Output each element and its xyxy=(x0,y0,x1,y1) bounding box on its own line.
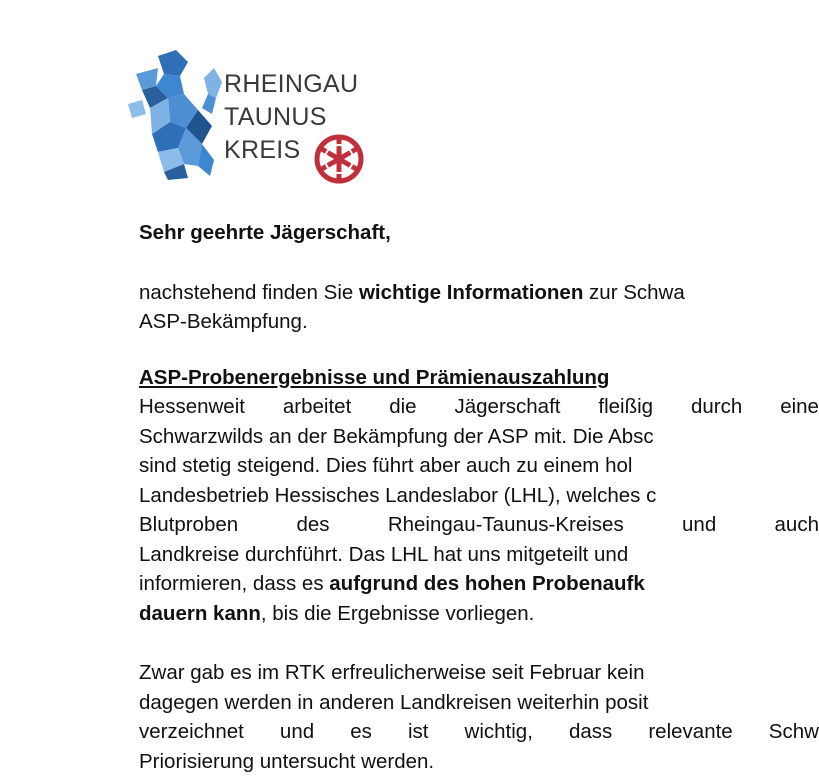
para1-emphasis: aufgrund des hohen Probenaufk xyxy=(329,572,645,595)
intro-emphasis: wichtige Informationen xyxy=(359,281,583,304)
word: auch xyxy=(775,510,819,540)
para1-line-1 xyxy=(139,392,819,422)
word: dass xyxy=(569,717,612,747)
word: Rheingau-Taunus-Kreises xyxy=(388,510,624,540)
para1-line-7 xyxy=(139,569,819,599)
rtk-logo xyxy=(128,48,368,180)
word: die xyxy=(389,392,416,422)
para1-line-3: sind stetig steigend. Dies führt aber auch zu einem hol xyxy=(139,451,819,481)
para1-emphasis-end: dauern kann xyxy=(139,602,261,625)
letter-body xyxy=(139,218,819,776)
para1-line-4: Landesbetrieb Hessisches Landeslabor (LHL), welches c xyxy=(139,481,819,511)
intro-line-2: ASP-Bekämpfung. xyxy=(139,307,819,337)
logo-line-3: KREIS xyxy=(224,134,358,167)
intro-text: nachstehend finden Sie xyxy=(139,281,359,304)
word: und xyxy=(280,717,314,747)
intro-text-end: zur Schwa xyxy=(583,281,684,304)
para2-line-1: Zwar gab es im RTK erfreulicherweise seit Februar kein xyxy=(139,658,819,688)
para2-line-4: Priorisierung untersucht werden. xyxy=(139,747,819,776)
word: Hessenweit xyxy=(139,392,245,422)
lion-icon xyxy=(128,48,226,180)
para1-line-8 xyxy=(139,599,819,629)
logo-line-1: RHEINGAU xyxy=(224,68,358,101)
salutation: Sehr geehrte Jägerschaft, xyxy=(139,218,819,248)
word: verzeichnet xyxy=(139,717,244,747)
word: Blutproben xyxy=(139,510,238,540)
word: ist xyxy=(408,717,429,747)
word: fleißig xyxy=(598,392,653,422)
word: Jägerschaft xyxy=(454,392,560,422)
word: arbeitet xyxy=(283,392,351,422)
para1-text-end: , bis die Ergebnisse vorliegen. xyxy=(261,602,535,625)
word: und xyxy=(682,510,716,540)
word: Schw xyxy=(769,717,819,747)
word: durch xyxy=(691,392,742,422)
word: wichtig, xyxy=(465,717,533,747)
word: es xyxy=(350,717,372,747)
section-heading: ASP-Probenergebnisse und Prämienauszahlung xyxy=(139,363,819,393)
mainz-wheel-icon xyxy=(314,134,364,184)
word: relevante xyxy=(648,717,732,747)
intro-line-1 xyxy=(139,278,819,308)
logo-line-2: TAUNUS xyxy=(224,101,358,134)
para1-line-2: Schwarzwilds an der Bekämpfung der ASP mit. Die Absc xyxy=(139,422,819,452)
para2-line-2: dagegen werden in anderen Landkreisen weiterhin posit xyxy=(139,688,819,718)
word: des xyxy=(296,510,329,540)
para1-text: informieren, dass es xyxy=(139,572,329,595)
para2-line-3 xyxy=(139,717,819,747)
para1-line-6: Landkreise durchführt. Das LHL hat uns mitgeteilt und xyxy=(139,540,819,570)
para1-line-5 xyxy=(139,510,819,540)
word: eine xyxy=(780,392,819,422)
